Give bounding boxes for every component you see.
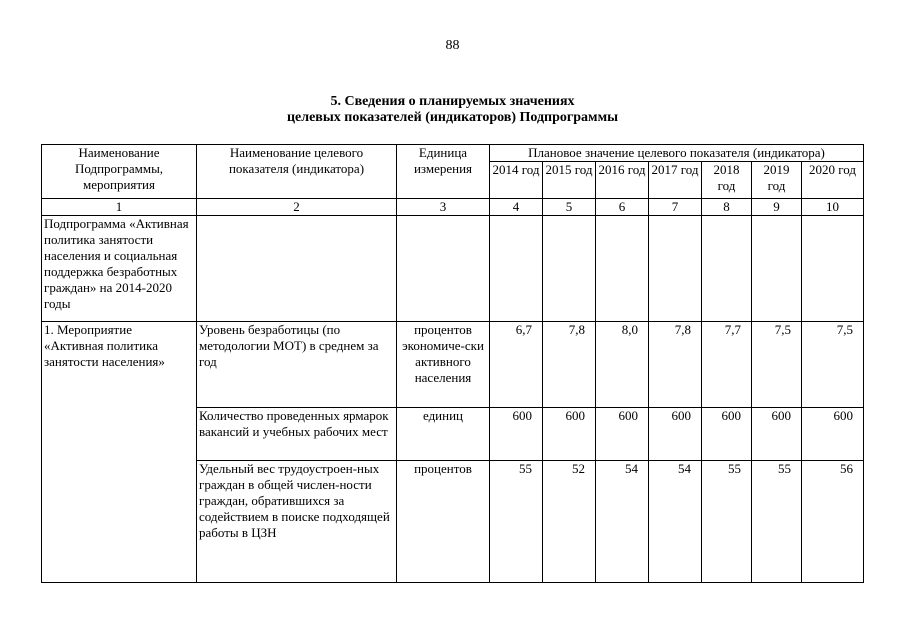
header-planned-value: Плановое значение целевого показателя (индикатора) — [490, 145, 864, 162]
indicator-value: 52 — [543, 461, 596, 583]
indicator-unit: единиц — [397, 408, 490, 461]
column-number: 6 — [596, 199, 649, 216]
indicator-value: 55 — [752, 461, 802, 583]
table-row — [42, 322, 864, 408]
table-title — [0, 94, 905, 126]
indicator-value: 7,8 — [649, 322, 702, 408]
column-number: 3 — [397, 199, 490, 216]
header-indicator: Наименование целевого показателя (индикатора) — [197, 145, 397, 199]
column-number: 2 — [197, 199, 397, 216]
header-year: 2020 год — [802, 162, 864, 199]
column-number: 5 — [543, 199, 596, 216]
column-number-row — [42, 199, 864, 216]
header-year: 2014 год — [490, 162, 543, 199]
measure-name: 1. Мероприятие «Активная политика занятости населения» — [42, 322, 197, 583]
indicator-value: 55 — [490, 461, 543, 583]
indicators-table — [41, 144, 864, 583]
indicator-value: 6,7 — [490, 322, 543, 408]
header-year: 2016 год — [596, 162, 649, 199]
header-year: 2019 год — [752, 162, 802, 199]
column-number: 7 — [649, 199, 702, 216]
indicator-value: 54 — [649, 461, 702, 583]
indicator-value: 54 — [596, 461, 649, 583]
column-number: 1 — [42, 199, 197, 216]
subprogram-name: Подпрограмма «Активная политика занятости населения и социальная поддержка безработных граждан» на 2014-2020 годы — [42, 216, 197, 322]
header-subprogram: Наименование Подпрограммы, мероприятия — [42, 145, 197, 199]
indicator-value: 7,5 — [752, 322, 802, 408]
header-unit: Единица измерения — [397, 145, 490, 199]
indicator-name: Удельный вес трудоустроен-ных граждан в общей числен-ности граждан, обратившихся за содействием в поиске подходящей работы в ЦЗН — [197, 461, 397, 583]
column-number: 8 — [702, 199, 752, 216]
indicator-value: 600 — [543, 408, 596, 461]
header-row-1 — [42, 145, 864, 162]
header-year: 2018 год — [702, 162, 752, 199]
column-number: 9 — [752, 199, 802, 216]
indicator-value: 7,7 — [702, 322, 752, 408]
indicator-name: Количество проведенных ярмарок вакансий и учебных рабочих мест — [197, 408, 397, 461]
header-year: 2017 год — [649, 162, 702, 199]
indicator-value: 8,0 — [596, 322, 649, 408]
indicator-value: 600 — [596, 408, 649, 461]
header-year: 2015 год — [543, 162, 596, 199]
page-number: 88 — [445, 38, 460, 53]
indicator-unit: процентов — [397, 461, 490, 583]
title-line-2: целевых показателей (индикаторов) Подпрограммы — [286, 110, 619, 125]
indicator-value: 600 — [649, 408, 702, 461]
indicator-value: 600 — [702, 408, 752, 461]
indicator-value: 600 — [490, 408, 543, 461]
indicator-value: 7,8 — [543, 322, 596, 408]
title-line-1: 5. Сведения о планируемых значениях — [330, 94, 575, 109]
column-number: 4 — [490, 199, 543, 216]
indicator-value: 7,5 — [802, 322, 864, 408]
indicator-name: Уровень безработицы (по методологии МОТ) в среднем за год — [197, 322, 397, 408]
indicator-unit: процентов экономиче-ски активного населения — [397, 322, 490, 408]
indicator-value: 600 — [752, 408, 802, 461]
indicator-value: 56 — [802, 461, 864, 583]
column-number: 10 — [802, 199, 864, 216]
indicator-value: 55 — [702, 461, 752, 583]
subprogram-row — [42, 216, 864, 322]
indicator-value: 600 — [802, 408, 864, 461]
